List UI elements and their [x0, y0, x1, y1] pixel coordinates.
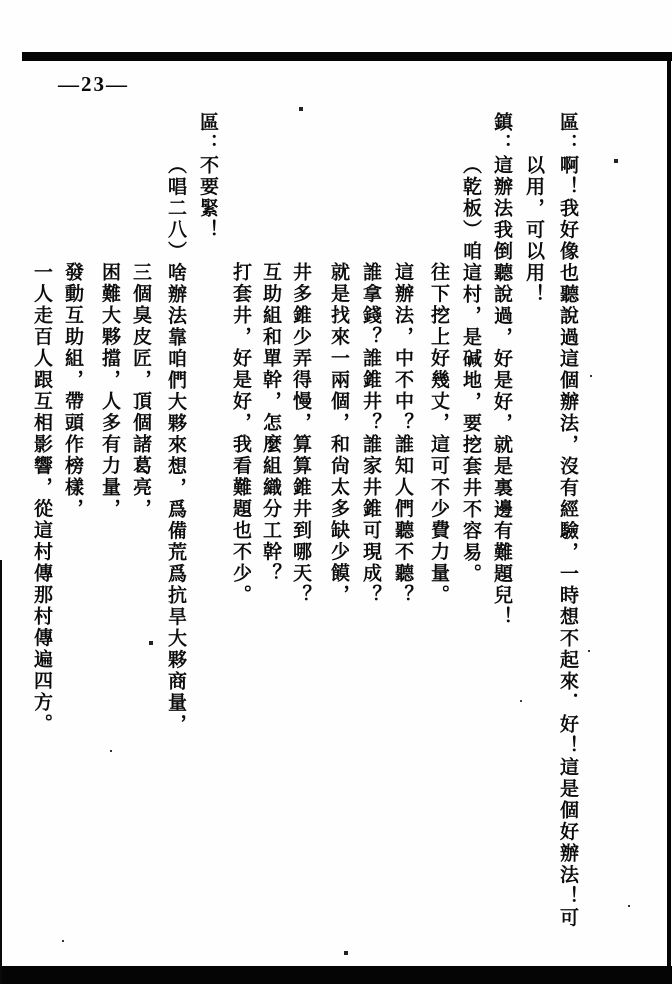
text-column-11-verse: 打套井，好是好，我看難題也不少。 [230, 262, 251, 606]
scan-noise-specks [0, 0, 2, 2]
scan-artifact-right-edge [667, 55, 671, 970]
text-column-14-verse: 三個臭皮匠，頂個諸葛亮， [130, 262, 151, 520]
text-column-4-stage-direction: （乾板）咱這村，是碱地，要挖套井不容易。 [460, 155, 481, 585]
text-column-15-verse: 困難大夥擋，人多有力量， [99, 262, 120, 520]
text-column-1-speaker-qu: 區：啊！我好像也聽說過這個辦法，沒有經驗，一時想不起來．好！這是個好辦法！可 [557, 112, 578, 929]
scan-artifact-top-bar [22, 52, 672, 61]
scan-artifact-left-edge [0, 560, 2, 984]
text-column-10-verse: 互助組和單幹，怎麼組織分工幹？ [260, 262, 281, 585]
text-column-12-speaker-qu: 區：不要緊！ [197, 112, 218, 241]
text-column-6-verse: 這辦法，中不中？誰知人們聽不聽？ [392, 262, 413, 606]
text-column-17-verse: 一人走百人跟互相影響，從這村傳那村傳遍四方。 [31, 262, 52, 735]
text-column-16-verse: 發動互助組，帶頭作榜樣， [62, 262, 83, 520]
page-number: —23— [58, 72, 129, 96]
text-column-8-verse: 就是找來一兩個，和尙太多缺少饃， [328, 262, 349, 606]
text-column-2: 以用，可以用！ [523, 155, 544, 306]
text-column-9-verse: 井多錐少弄得慢，算算錐井到哪天？ [290, 262, 311, 606]
text-column-13-sung-verse: （唱二八）啥辦法靠咱們大夥來想，爲備荒爲抗旱大夥商量， [165, 155, 186, 736]
text-column-5-verse: 往下挖上好幾丈，這可不少費力量。 [428, 262, 449, 606]
scan-artifact-bottom-bar [0, 966, 672, 984]
text-column-7-verse: 誰拿錢？誰錐井？誰家井錐可現成？ [360, 262, 381, 606]
text-column-3-speaker-zhen: 鎮：這辦法我倒聽說過，好是好，就是裏邊有難題兒！ [491, 112, 512, 628]
